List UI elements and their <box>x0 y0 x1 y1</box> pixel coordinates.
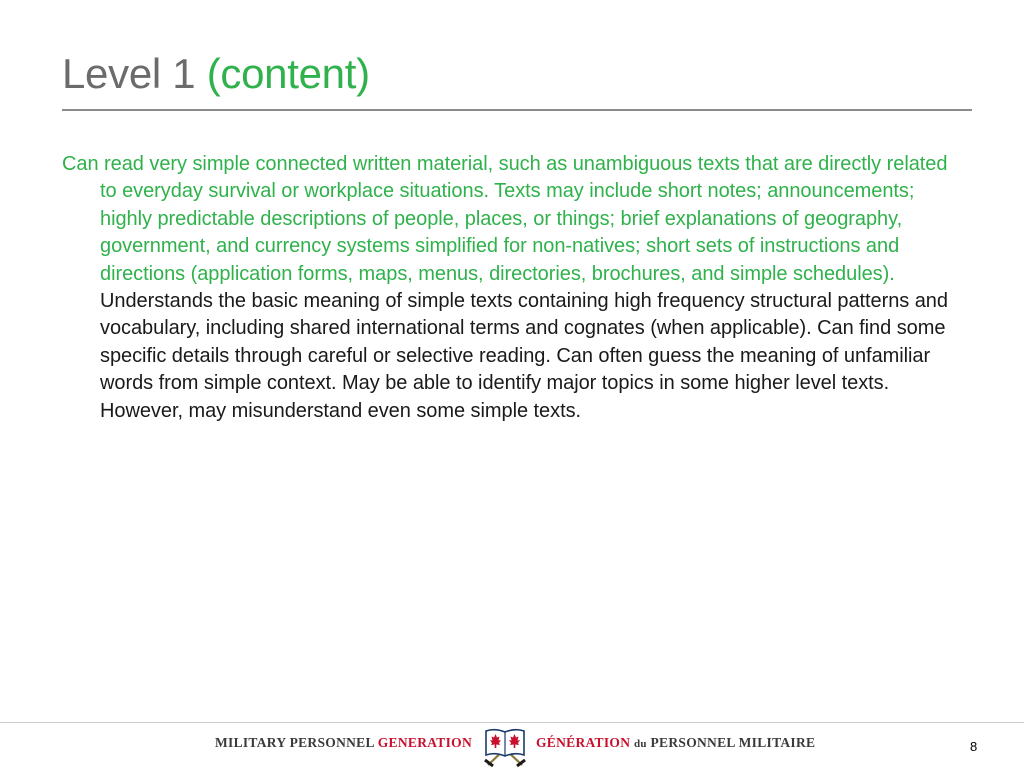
footer-right-part2: du <box>633 738 647 750</box>
footer-right-part3: PERSONNEL MILITAIRE <box>650 735 816 750</box>
slide-title <box>62 48 370 100</box>
body-text-black: Understands the basic meaning of simple texts containing high frequency structural patterns and vocabulary, including shared international terms and cognates (when applicable). Can find some specific details through careful or selective reading. Can often guess the meaning of unfamiliar words from simple context. May be able to identify major topics in some higher level texts. However, may misunderstand even some simple texts. <box>100 290 948 422</box>
title-divider <box>62 109 972 111</box>
footer-french-name <box>536 735 815 751</box>
footer-left-part2: GENERATION <box>377 735 472 750</box>
footer-banner <box>0 723 1024 768</box>
canadian-maple-leaf-book-emblem-icon <box>480 725 530 767</box>
page-number: 8 <box>970 739 978 754</box>
footer-right-part1: GÉNÉRATION <box>536 735 631 750</box>
footer-english-name <box>215 735 472 751</box>
slide-body-paragraph <box>62 151 960 425</box>
slide-title-accent: (content) <box>206 50 370 97</box>
body-text-green: Can read very simple connected written material, such as unambiguous texts that are directly related to everyday survival or workplace situations. Texts may include short notes; announcements; highly predictable descriptions of people, places, or things; brief explanations of geography, government, and currency systems simplified for non-natives; short sets of instructions and directions (application forms, maps, menus, directories, brochures, and simple schedules). <box>62 153 948 285</box>
footer-left-part1: MILITARY PERSONNEL <box>214 735 375 750</box>
slide-title-main: Level 1 <box>62 50 196 97</box>
